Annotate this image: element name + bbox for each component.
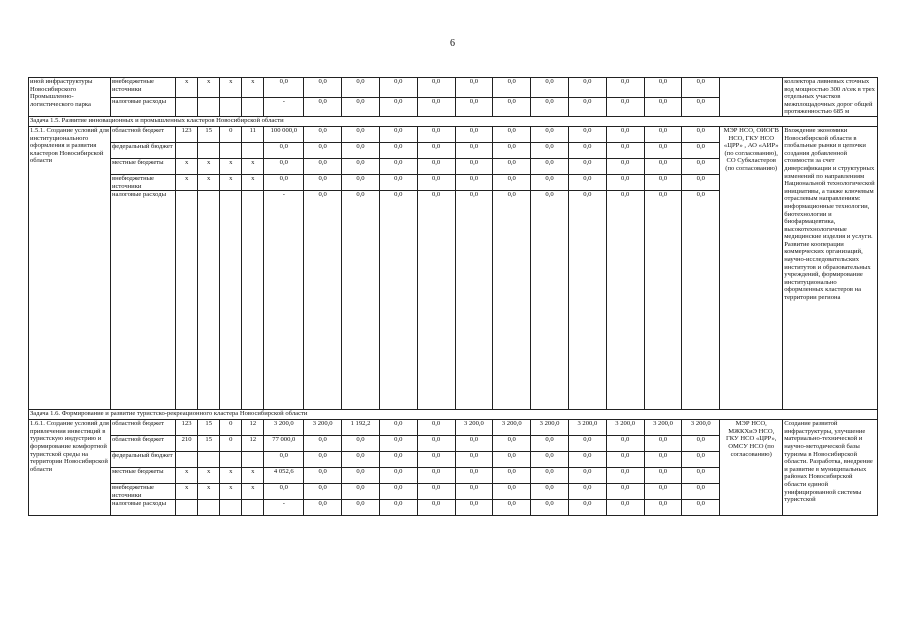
budget-code: 210 xyxy=(176,436,198,452)
amount-cell: 0,0 xyxy=(417,484,455,500)
amount-cell: 0,0 xyxy=(644,452,682,468)
amount-cell: 0,0 xyxy=(342,436,380,452)
amount-cell: 0,0 xyxy=(606,191,644,410)
amount-cell: 0,0 xyxy=(644,97,682,116)
amount-cell: 0,0 xyxy=(304,468,342,484)
amount-cell: 3 200,0 xyxy=(606,420,644,436)
amount-cell: 0,0 xyxy=(568,468,606,484)
amount-cell: 4 052,6 xyxy=(264,468,304,484)
budget-code: x xyxy=(176,468,198,484)
amount-cell: 0,0 xyxy=(342,452,380,468)
budget-code: x xyxy=(220,78,242,98)
amount-cell: 0,0 xyxy=(417,126,455,142)
budget-code: 15 xyxy=(198,126,220,142)
amount-cell: 0,0 xyxy=(417,420,455,436)
amount-cell: 0,0 xyxy=(304,97,342,116)
budget-code xyxy=(198,452,220,468)
amount-cell: 0,0 xyxy=(342,78,380,98)
budget-code: 12 xyxy=(242,420,264,436)
amount-cell: 0,0 xyxy=(379,468,417,484)
amount-cell: 0,0 xyxy=(455,484,493,500)
budget-code: 123 xyxy=(176,420,198,436)
funding-source: налоговые расходы xyxy=(110,97,175,116)
budget-code: 12 xyxy=(242,436,264,452)
amount-cell: 0,0 xyxy=(682,484,720,500)
amount-cell: 0,0 xyxy=(304,78,342,98)
budget-code xyxy=(242,500,264,516)
amount-cell: 0,0 xyxy=(417,142,455,158)
amount-cell: 0,0 xyxy=(568,142,606,158)
amount-cell: 0,0 xyxy=(455,78,493,98)
budget-code: 15 xyxy=(198,436,220,452)
amount-cell: 0,0 xyxy=(264,142,304,158)
amount-cell: 0,0 xyxy=(342,500,380,516)
page-number: 6 xyxy=(450,38,455,49)
funding-source: внебюджетные источники xyxy=(110,484,175,500)
budget-code: x xyxy=(176,174,198,190)
amount-cell: 0,0 xyxy=(417,78,455,98)
amount-cell: 3 200,0 xyxy=(493,420,531,436)
amount-cell: 0,0 xyxy=(455,158,493,174)
amount-cell: 0,0 xyxy=(379,97,417,116)
amount-cell: 0,0 xyxy=(531,500,569,516)
budget-code xyxy=(198,191,220,410)
amount-cell: 0,0 xyxy=(455,174,493,190)
amount-cell: 0,0 xyxy=(682,500,720,516)
amount-cell: 0,0 xyxy=(379,78,417,98)
amount-cell: 0,0 xyxy=(644,191,682,410)
budget-code: x xyxy=(220,158,242,174)
program-measures-table xyxy=(28,77,878,516)
budget-code xyxy=(176,500,198,516)
amount-cell: 0,0 xyxy=(606,174,644,190)
funding-source: федеральный бюджет xyxy=(110,142,175,158)
budget-code: x xyxy=(198,158,220,174)
amount-cell: 0,0 xyxy=(682,126,720,142)
amount-cell: 0,0 xyxy=(455,452,493,468)
amount-cell: 0,0 xyxy=(417,158,455,174)
budget-code: 0 xyxy=(220,126,242,142)
amount-cell: 0,0 xyxy=(531,78,569,98)
amount-cell: 0,0 xyxy=(304,436,342,452)
amount-cell: 0,0 xyxy=(304,126,342,142)
amount-cell: 0,0 xyxy=(379,174,417,190)
budget-code: x xyxy=(176,484,198,500)
amount-cell: 0,0 xyxy=(264,484,304,500)
amount-cell: 3 200,0 xyxy=(455,420,493,436)
amount-cell: 0,0 xyxy=(455,436,493,452)
budget-code: x xyxy=(242,78,264,98)
amount-cell: 0,0 xyxy=(379,420,417,436)
amount-cell: 0,0 xyxy=(342,158,380,174)
budget-code: x xyxy=(198,468,220,484)
amount-cell: 0,0 xyxy=(379,436,417,452)
amount-cell: - xyxy=(264,97,304,116)
amount-cell: 0,0 xyxy=(568,174,606,190)
funding-source: областной бюджет xyxy=(110,420,175,436)
amount-cell: 3 200,0 xyxy=(264,420,304,436)
amount-cell: 0,0 xyxy=(342,142,380,158)
task-heading: Задача 1.6. Формирование и развитие туристско-рекреационного кластера Новосибирской области xyxy=(29,410,878,420)
amount-cell: 0,0 xyxy=(455,142,493,158)
funding-source: налоговые расходы xyxy=(110,500,175,516)
amount-cell: 0,0 xyxy=(682,158,720,174)
amount-cell: 3 200,0 xyxy=(304,420,342,436)
amount-cell: 0,0 xyxy=(606,500,644,516)
executor xyxy=(720,78,783,117)
amount-cell: 0,0 xyxy=(606,468,644,484)
amount-cell: 1 192,2 xyxy=(342,420,380,436)
amount-cell: 0,0 xyxy=(493,468,531,484)
budget-code xyxy=(198,500,220,516)
amount-cell: 0,0 xyxy=(644,126,682,142)
table-row xyxy=(29,420,878,436)
budget-code: 15 xyxy=(198,420,220,436)
budget-code: x xyxy=(220,468,242,484)
funding-source: внебюджетные источники xyxy=(110,78,175,98)
budget-code xyxy=(198,142,220,158)
amount-cell: 0,0 xyxy=(493,174,531,190)
amount-cell: 0,0 xyxy=(568,484,606,500)
budget-code xyxy=(242,191,264,410)
budget-code xyxy=(198,97,220,116)
amount-cell: 0,0 xyxy=(342,191,380,410)
amount-cell: 0,0 xyxy=(455,191,493,410)
amount-cell: - xyxy=(264,500,304,516)
budget-code xyxy=(176,452,198,468)
expected-result: Вхождение экономики Новосибирской области в глобальные рынки в цепочки создания добавленной стоимости за счет диверсификации и структурных изменений по направлениям Национальной технологической инициативы, а также ключевым отраслевым направлениям: информационные технологии, биотехнологии и биофармацевтика, высокотехнологичные медицинские изделия и услуги. Развитие кооперации коммерческих организаций, научно-исследовательских институтов и образовательных учреждений, формирование институционально оформленных кластеров на территории региона xyxy=(783,126,878,409)
amount-cell: 0,0 xyxy=(304,484,342,500)
amount-cell: 0,0 xyxy=(379,142,417,158)
budget-code xyxy=(242,97,264,116)
amount-cell: 0,0 xyxy=(304,158,342,174)
amount-cell: 0,0 xyxy=(342,97,380,116)
funding-source: внебюджетные источники xyxy=(110,174,175,190)
measure-name: 1.5.1. Создание условий для институционального оформления и развития кластеров Новосибирской области xyxy=(29,126,111,409)
amount-cell: 0,0 xyxy=(568,78,606,98)
budget-code: x xyxy=(220,484,242,500)
amount-cell: 0,0 xyxy=(417,174,455,190)
funding-source: местные бюджеты xyxy=(110,158,175,174)
amount-cell: 0,0 xyxy=(342,484,380,500)
amount-cell: 0,0 xyxy=(417,191,455,410)
amount-cell: 0,0 xyxy=(606,97,644,116)
amount-cell: 0,0 xyxy=(568,97,606,116)
amount-cell: 0,0 xyxy=(606,126,644,142)
amount-cell: 0,0 xyxy=(417,452,455,468)
amount-cell: - xyxy=(264,191,304,410)
amount-cell: 0,0 xyxy=(264,78,304,98)
amount-cell: 3 200,0 xyxy=(644,420,682,436)
amount-cell: 0,0 xyxy=(493,484,531,500)
budget-code: x xyxy=(198,174,220,190)
amount-cell: 0,0 xyxy=(682,174,720,190)
amount-cell: 0,0 xyxy=(568,436,606,452)
amount-cell: 0,0 xyxy=(531,126,569,142)
amount-cell: 0,0 xyxy=(644,468,682,484)
amount-cell: 0,0 xyxy=(531,97,569,116)
budget-code: 0 xyxy=(220,436,242,452)
budget-code xyxy=(220,191,242,410)
budget-code xyxy=(176,97,198,116)
amount-cell: 0,0 xyxy=(644,500,682,516)
funding-source: федеральный бюджет xyxy=(110,452,175,468)
budget-code: x xyxy=(242,484,264,500)
amount-cell: 0,0 xyxy=(606,452,644,468)
amount-cell: 0,0 xyxy=(417,468,455,484)
amount-cell: 0,0 xyxy=(644,158,682,174)
amount-cell: 0,0 xyxy=(531,158,569,174)
budget-code xyxy=(220,97,242,116)
amount-cell: 0,0 xyxy=(264,174,304,190)
amount-cell: 0,0 xyxy=(493,78,531,98)
funding-source: областной бюджет xyxy=(110,126,175,142)
task-heading: Задача 1.5. Развитие инновационных и промышленных кластеров Новосибирской области xyxy=(29,116,878,126)
budget-code: x xyxy=(242,158,264,174)
amount-cell: 0,0 xyxy=(682,452,720,468)
amount-cell: 0,0 xyxy=(606,436,644,452)
amount-cell: 0,0 xyxy=(379,500,417,516)
budget-code: 11 xyxy=(242,126,264,142)
budget-code xyxy=(176,142,198,158)
amount-cell: 0,0 xyxy=(682,468,720,484)
amount-cell: 0,0 xyxy=(304,500,342,516)
expected-result: коллектора ливневых сточных вод мощностью 300 л/сек в трех отдельных участков межплощадочных дорог общей протяженностью 685 м xyxy=(783,78,878,117)
amount-cell: 0,0 xyxy=(531,484,569,500)
amount-cell: 0,0 xyxy=(264,452,304,468)
amount-cell: 0,0 xyxy=(342,174,380,190)
executor: МЭР НСО, ОИОГВ НСО, ГКУ НСО «ЦРР» , АО «АИР» (по согласованию), СО Субкластеров (по согласованию) xyxy=(720,126,783,409)
amount-cell: 0,0 xyxy=(493,158,531,174)
amount-cell: 0,0 xyxy=(379,484,417,500)
budget-code: x xyxy=(176,158,198,174)
amount-cell: 0,0 xyxy=(455,97,493,116)
amount-cell: 100 000,0 xyxy=(264,126,304,142)
task-row xyxy=(29,116,878,126)
funding-source: налоговые расходы xyxy=(110,191,175,410)
amount-cell: 0,0 xyxy=(304,142,342,158)
table-row xyxy=(29,126,878,142)
amount-cell: 0,0 xyxy=(493,126,531,142)
amount-cell: 0,0 xyxy=(531,174,569,190)
funding-source: областной бюджет xyxy=(110,436,175,452)
measure-name: 1.6.1. Создание условий для привлечения инвестиций в туристскую индустрию и формирование комфортной туристской среды на территории Новосибирской области xyxy=(29,420,111,516)
amount-cell: 0,0 xyxy=(493,142,531,158)
amount-cell: 0,0 xyxy=(417,500,455,516)
amount-cell: 3 200,0 xyxy=(682,420,720,436)
amount-cell: 0,0 xyxy=(493,191,531,410)
amount-cell: 0,0 xyxy=(493,452,531,468)
amount-cell: 0,0 xyxy=(531,436,569,452)
amount-cell: 0,0 xyxy=(417,436,455,452)
budget-code xyxy=(220,452,242,468)
budget-code xyxy=(242,142,264,158)
executor: МЭР НСО, МЖКХиЭ НСО, ГКУ НСО «ЦРР», ОМСУ НСО (по согласованию) xyxy=(720,420,783,516)
budget-code: x xyxy=(242,174,264,190)
amount-cell: 0,0 xyxy=(568,191,606,410)
budget-code xyxy=(220,500,242,516)
amount-cell: 0,0 xyxy=(379,452,417,468)
amount-cell: 0,0 xyxy=(455,500,493,516)
expected-result: Создание развитой инфраструктуры, улучшение материально-технической и научно-методической базы туризма в Новосибирской области. Разработка, внедрение и развитие в муниципальных районах Новосибирской области единой унифицированной системы туристской xyxy=(783,420,878,516)
amount-cell: 0,0 xyxy=(379,158,417,174)
budget-code: x xyxy=(176,78,198,98)
task-row xyxy=(29,410,878,420)
amount-cell: 0,0 xyxy=(379,191,417,410)
amount-cell: 3 200,0 xyxy=(531,420,569,436)
amount-cell: 77 000,0 xyxy=(264,436,304,452)
amount-cell: 0,0 xyxy=(644,142,682,158)
amount-cell: 0,0 xyxy=(682,142,720,158)
amount-cell: 0,0 xyxy=(455,468,493,484)
amount-cell: 0,0 xyxy=(682,97,720,116)
amount-cell: 0,0 xyxy=(682,191,720,410)
amount-cell: 3 200,0 xyxy=(568,420,606,436)
amount-cell: 0,0 xyxy=(455,126,493,142)
amount-cell: 0,0 xyxy=(644,436,682,452)
amount-cell: 0,0 xyxy=(379,126,417,142)
budget-code: x xyxy=(242,468,264,484)
amount-cell: 0,0 xyxy=(644,484,682,500)
amount-cell: 0,0 xyxy=(606,158,644,174)
amount-cell: 0,0 xyxy=(531,468,569,484)
budget-code xyxy=(242,452,264,468)
amount-cell: 0,0 xyxy=(644,174,682,190)
amount-cell: 0,0 xyxy=(342,126,380,142)
budget-code: 123 xyxy=(176,126,198,142)
amount-cell: 0,0 xyxy=(304,174,342,190)
amount-cell: 0,0 xyxy=(568,452,606,468)
budget-code: 0 xyxy=(220,420,242,436)
budget-code xyxy=(220,142,242,158)
amount-cell: 0,0 xyxy=(568,158,606,174)
budget-code: x xyxy=(198,78,220,98)
budget-code xyxy=(176,191,198,410)
amount-cell: 0,0 xyxy=(531,191,569,410)
amount-cell: 0,0 xyxy=(417,97,455,116)
amount-cell: 0,0 xyxy=(682,78,720,98)
budget-code: x xyxy=(198,484,220,500)
funding-source: местные бюджеты xyxy=(110,468,175,484)
amount-cell: 0,0 xyxy=(568,500,606,516)
amount-cell: 0,0 xyxy=(493,500,531,516)
table-row xyxy=(29,78,878,98)
amount-cell: 0,0 xyxy=(644,78,682,98)
amount-cell: 0,0 xyxy=(606,484,644,500)
amount-cell: 0,0 xyxy=(531,142,569,158)
amount-cell: 0,0 xyxy=(493,436,531,452)
amount-cell: 0,0 xyxy=(264,158,304,174)
amount-cell: 0,0 xyxy=(304,452,342,468)
amount-cell: 0,0 xyxy=(606,78,644,98)
amount-cell: 0,0 xyxy=(568,126,606,142)
amount-cell: 0,0 xyxy=(342,468,380,484)
amount-cell: 0,0 xyxy=(531,452,569,468)
amount-cell: 0,0 xyxy=(606,142,644,158)
amount-cell: 0,0 xyxy=(304,191,342,410)
measure-name: иной инфраструктуры Новосибирского Промышленно-логистического парка xyxy=(29,78,111,117)
amount-cell: 0,0 xyxy=(682,436,720,452)
budget-code: x xyxy=(220,174,242,190)
amount-cell: 0,0 xyxy=(493,97,531,116)
